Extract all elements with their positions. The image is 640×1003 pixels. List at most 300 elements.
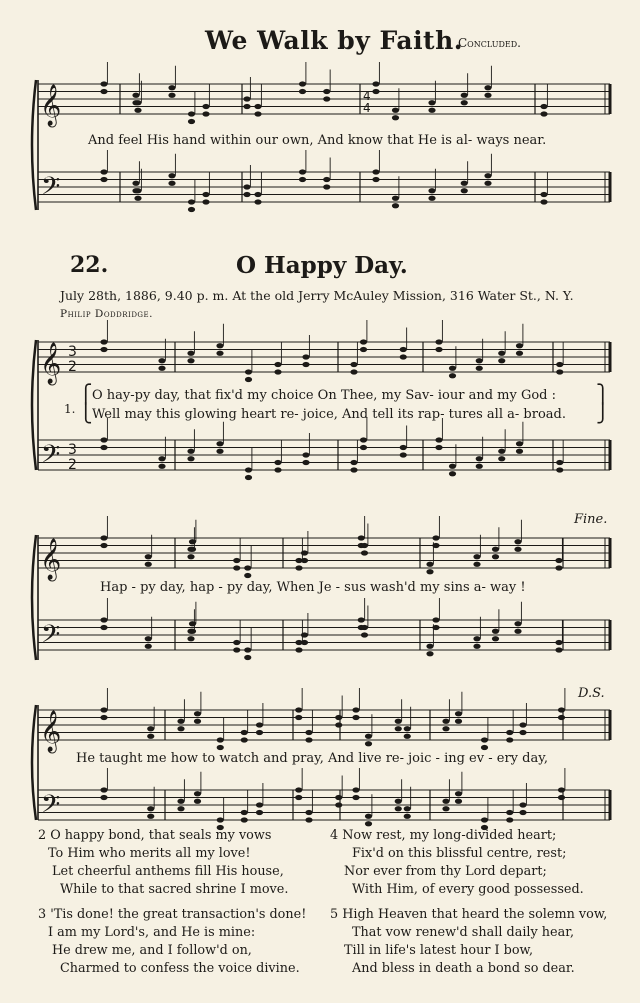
ds-marking: D.S.: [578, 686, 605, 701]
staff-3-treble-note: [361, 543, 368, 548]
staff-2-treble-note: [100, 347, 107, 352]
staff-4-treble-note: [177, 719, 184, 724]
staff-1-bass-note: [100, 177, 107, 182]
staff-1-treble-note: [188, 119, 195, 124]
staff-4-bass-note: [177, 806, 184, 811]
staff-3-treble-note: [432, 535, 439, 540]
staff-1-bass-note: [323, 177, 330, 182]
staff-2-treble-note: [360, 339, 367, 344]
staff-4-bass-note: [217, 817, 224, 822]
staff-3-bass-note: [233, 640, 240, 645]
staff-1-treble-note: [168, 93, 175, 98]
staff-3-treble-note: [492, 554, 499, 559]
staff-1-bass-note: [372, 169, 379, 174]
staff-2-bass-note: [435, 445, 442, 450]
staff-1-bass-note: [188, 207, 195, 212]
staff-3-bass-note: [100, 617, 107, 622]
staff-4-bass-note: [365, 821, 372, 826]
staff-3-bass-note: [145, 636, 152, 641]
staff-4-treble-note: [395, 726, 402, 731]
verse-line: Charmed to confess the voice divine.: [60, 961, 300, 976]
staff-4-bass-note: [404, 814, 411, 819]
staff-4-bass-note: [365, 814, 372, 819]
staff-1-treble-note: [461, 100, 468, 105]
staff-1-bass-note: [132, 181, 139, 186]
staff-3-treble-note: [473, 562, 480, 567]
staff-3-bass-note: [514, 621, 521, 626]
staff-4-treble-note: [404, 726, 411, 731]
staff-3-bass-note: [432, 617, 439, 622]
staff-4-bass-note: [519, 802, 526, 807]
staff-1-treble-note: [323, 96, 330, 101]
lyrics-system-2-line-1: O hay-py day, that fix'd my choice On Thee, my Sav- iour and my God :: [92, 388, 557, 403]
staff-4-bass-note: [506, 817, 513, 822]
staff-1-treble-note: [392, 115, 399, 120]
staff-1-bass-note: [392, 196, 399, 201]
staff-2-treble-time-signature: 2: [68, 359, 77, 375]
staff-1-treble-note: [100, 89, 107, 94]
staff-1-bass-note: [100, 169, 107, 174]
staff-4-treble-note: [519, 730, 526, 735]
staff-1-treble-note: [299, 89, 306, 94]
staff-2-bass-note: [400, 452, 407, 457]
staff-1-bass-note: [168, 181, 175, 186]
staff-4-treble-note: [442, 719, 449, 724]
system-brace: [32, 705, 36, 820]
verse-line: While to that sacred shrine I move.: [60, 882, 289, 897]
system-brace: [32, 340, 36, 470]
staff-3-treble-note: [432, 543, 439, 548]
verse-5: [330, 906, 607, 978]
lyrics-system-4: He taught me how to watch and pray, And live re- joic - ing ev - ery day,: [76, 751, 548, 766]
staff-1-treble-note: [243, 96, 250, 101]
staff-1-treble-note: [484, 85, 491, 90]
staff-3-bass-note: [555, 640, 562, 645]
staff-2-bass-note: [435, 437, 442, 442]
staff-4-bass-note: [481, 817, 488, 822]
staff-2-treble-note: [158, 366, 165, 371]
verse-line: 4 Now rest, my long-divided heart;: [330, 828, 557, 843]
staff-3-bass-note: [145, 644, 152, 649]
staff-1-bass-note: [392, 203, 399, 208]
staff-3-treble-note: [555, 565, 562, 570]
staff-2-bass-note: [556, 467, 563, 472]
staff-1-bass-note: [540, 192, 547, 197]
staff-3-bass-note: [514, 629, 521, 634]
staff-2-treble-note: [516, 343, 523, 348]
staff-4-treble-note: [352, 707, 359, 712]
staff-3-treble-note: [145, 562, 152, 567]
staff-3-bass-note: [432, 625, 439, 630]
staff-4-bass-note: [305, 810, 312, 815]
staff-4-bass-note: [100, 787, 107, 792]
staff-2-treble-note: [302, 354, 309, 359]
staff-2-treble-note: [302, 362, 309, 367]
staff-3-treble-note: [244, 565, 251, 570]
staff-2-treble-note: [350, 369, 357, 374]
staff-3-bass-note: [361, 625, 368, 630]
staff-2-treble-note: [360, 347, 367, 352]
staff-4-treble-note: [365, 734, 372, 739]
staff-4-bass-note: [395, 806, 402, 811]
staff-3-treble-note: [358, 535, 365, 540]
staff-2-bass-note: [360, 445, 367, 450]
staff-2-bass-note: [476, 456, 483, 461]
fine-marking: Fine.: [574, 512, 608, 527]
staff-3-treble-note: [187, 554, 194, 559]
staff-4-treble-note: [558, 715, 565, 720]
staff-4-treble-note: [241, 730, 248, 735]
staff-2-bass-note: [516, 441, 523, 446]
staff-2-bass-note: [498, 456, 505, 461]
bass-clef-icon: 𝄢: [41, 620, 61, 655]
staff-1-bass-note: [168, 173, 175, 178]
system-brace: [32, 80, 36, 210]
staff-2-treble-note: [476, 358, 483, 363]
staff-2-treble-note: [274, 369, 281, 374]
staff-1-treble-note: [323, 89, 330, 94]
staff-3-treble-note: [426, 569, 433, 574]
staff-2-bass-note: [556, 460, 563, 465]
staff-4-bass-note: [256, 802, 263, 807]
staff-2-treble-note: [216, 351, 223, 356]
staff-3-treble-note: [100, 543, 107, 548]
staff-2-treble-note: [476, 366, 483, 371]
date-location-line: July 28th, 1886, 9.40 p. m. At the old Jerry McAuley Mission, 316 Water St., N. Y.: [60, 288, 574, 303]
staff-1-bass-note: [299, 177, 306, 182]
staff-2-bass-time-signature: 2: [68, 457, 77, 473]
staff-1-treble-note: [392, 108, 399, 113]
staff-1-time-signature: 4: [363, 101, 371, 115]
staff-4-treble-note: [100, 715, 107, 720]
staff-2-treble-time-signature: 3: [68, 344, 77, 360]
staff-3-treble-note: [189, 539, 196, 544]
staff-2-bass-note: [400, 445, 407, 450]
staff-1-treble-note: [243, 104, 250, 109]
staff-4-bass-note: [305, 817, 312, 822]
staff-4-bass-note: [147, 814, 154, 819]
staff-1-bass-note: [323, 184, 330, 189]
staff-3-bass-note: [473, 644, 480, 649]
staff-3-bass-note: [187, 636, 194, 641]
verse-line: With Him, of every good possessed.: [352, 882, 584, 897]
staff-1-bass-note: [299, 169, 306, 174]
staff-4-treble-note: [352, 715, 359, 720]
staff-2-bass-note: [158, 464, 165, 469]
staff-3-bass-note: [187, 629, 194, 634]
verse-line: He drew me, and I follow'd on,: [52, 943, 252, 958]
staff-1-treble-note: [540, 111, 547, 116]
staff-2-treble-note: [400, 354, 407, 359]
bass-clef-icon: 𝄢: [41, 790, 61, 825]
staff-1-treble-note: [100, 81, 107, 86]
verse-line: I am my Lord's, and He is mine:: [48, 925, 256, 940]
staff-2-bass-note: [350, 467, 357, 472]
staff-1-treble-note: [540, 104, 547, 109]
staff-1-treble-note: [254, 104, 261, 109]
staff-2-treble-note: [216, 343, 223, 348]
verse-line: That vow renew'd shall daily hear,: [352, 925, 575, 940]
staff-1-bass-note: [243, 184, 250, 189]
staff-2-bass-note: [449, 471, 456, 476]
staff-3-bass-note: [100, 625, 107, 630]
staff-2-bass-note: [216, 441, 223, 446]
staff-1-treble-note: [428, 108, 435, 113]
staff-2-bass-note: [187, 449, 194, 454]
staff-4-bass-note: [519, 810, 526, 815]
staff-3-bass-note: [244, 647, 251, 652]
staff-4-bass-note: [177, 799, 184, 804]
staff-2-bass-note: [449, 464, 456, 469]
staff-3-treble-note: [145, 554, 152, 559]
staff-2-treble-note: [245, 369, 252, 374]
staff-4-treble-note: [295, 715, 302, 720]
staff-4-treble-note: [305, 730, 312, 735]
staff-4-treble-note: [100, 707, 107, 712]
staff-2-bass-note: [274, 460, 281, 465]
staff-4-treble-note: [241, 737, 248, 742]
staff-2-treble-note: [350, 362, 357, 367]
staff-1-bass-note: [134, 196, 141, 201]
staff-4-treble-note: [558, 707, 565, 712]
verse-line: Fix'd on this blissful centre, rest;: [352, 846, 567, 861]
staff-2-treble-note: [435, 339, 442, 344]
hymn-title-o-happy-day: O Happy Day.: [236, 252, 408, 279]
staff-2-bass-note: [350, 460, 357, 465]
lyrics-system-2-line-2: Well may this glowing heart re- joice, And tell its rap- tures all a- broad.: [92, 407, 566, 422]
staff-3-treble-note: [426, 562, 433, 567]
staff-3-bass-note: [189, 621, 196, 626]
staff-4-bass-note: [442, 806, 449, 811]
staff-4-treble-note: [506, 737, 513, 742]
staff-4-bass-note: [256, 810, 263, 815]
staff-4-treble-note: [506, 730, 513, 735]
staff-1-treble-note: [188, 111, 195, 116]
staff-3-bass-note: [492, 629, 499, 634]
staff-4-bass-note: [241, 817, 248, 822]
verse-line: To Him who merits all my love!: [48, 846, 251, 861]
staff-3-treble-note: [100, 535, 107, 540]
staff-2-treble-note: [100, 339, 107, 344]
staff-4-treble-note: [147, 734, 154, 739]
staff-2-bass-note: [302, 460, 309, 465]
staff-2-treble-note: [449, 373, 456, 378]
staff-2-bass-note: [216, 449, 223, 454]
staff-4-bass-note: [147, 806, 154, 811]
staff-4-bass-note: [442, 799, 449, 804]
staff-3-treble-note: [361, 550, 368, 555]
lyrics-system-1: And feel His hand within our own, And know that He is al- ways near.: [88, 133, 547, 148]
staff-2-treble-note: [400, 347, 407, 352]
verse-line: Nor ever from thy Lord depart;: [344, 864, 547, 879]
staff-1-treble-note: [372, 89, 379, 94]
staff-2-bass-note: [245, 475, 252, 480]
verse-line: 3 'Tis done! the great transaction's done!: [38, 907, 307, 922]
staff-3-bass-note: [473, 636, 480, 641]
staff-2-bass-note: [476, 464, 483, 469]
verse-line: 2 O happy bond, that seals my vows: [38, 828, 272, 843]
verse-line: Let cheerful anthems fill His house,: [52, 864, 284, 879]
staff-1-treble-note: [484, 93, 491, 98]
staff-3-bass-note: [358, 617, 365, 622]
staff-4-bass-note: [295, 787, 302, 792]
staff-4-bass-note: [241, 810, 248, 815]
staff-4-bass-note: [352, 787, 359, 792]
staff-4-bass-note: [335, 795, 342, 800]
staff-1-bass-note: [484, 173, 491, 178]
staff-4-treble-note: [519, 722, 526, 727]
hymn-title-we-walk-by-faith: We Walk by Faith.: [205, 26, 463, 55]
staff-4-bass-note: [455, 791, 462, 796]
staff-4-treble-note: [295, 707, 302, 712]
staff-4-bass-note: [194, 791, 201, 796]
treble-clef-icon: 𝄞: [40, 85, 62, 126]
staff-4-bass-note: [352, 795, 359, 800]
staff-1-bass-note: [484, 181, 491, 186]
brace-icon: ⎧ ⎩: [79, 384, 93, 424]
staff-1-treble-note: [428, 100, 435, 105]
staff-3-treble-note: [233, 558, 240, 563]
staff-4-bass-note: [335, 802, 342, 807]
staff-2-treble-note: [274, 362, 281, 367]
staff-3-treble-note: [555, 558, 562, 563]
staff-2-bass-note: [100, 437, 107, 442]
staff-4-treble-note: [256, 722, 263, 727]
staff-4-bass-note: [194, 799, 201, 804]
staff-1-bass-note: [132, 188, 139, 193]
staff-1-bass-note: [243, 192, 250, 197]
staff-1-treble-note: [132, 93, 139, 98]
staff-4-treble-note: [147, 726, 154, 731]
staff-3-bass-note: [295, 647, 302, 652]
staff-4-treble-note: [256, 730, 263, 735]
system-brace: [32, 535, 36, 660]
staff-2-bass-note: [516, 449, 523, 454]
staff-4-treble-note: [305, 737, 312, 742]
staff-4-bass-note: [395, 799, 402, 804]
staff-3-bass-note: [244, 655, 251, 660]
bass-clef-icon: 𝄢: [41, 172, 61, 207]
hymn-number: 22.: [70, 252, 109, 278]
staff-1-time-signature: 4: [363, 89, 371, 103]
concluded-label: Concluded.: [458, 36, 521, 50]
staff-3-bass-note: [295, 640, 302, 645]
staff-4-treble-note: [217, 737, 224, 742]
staff-1-treble-note: [202, 104, 209, 109]
staff-2-treble-note: [187, 358, 194, 363]
staff-3-bass-note: [426, 651, 433, 656]
staff-4-treble-note: [194, 711, 201, 716]
staff-3-treble-note: [492, 547, 499, 552]
staff-2-treble-note: [498, 351, 505, 356]
treble-clef-icon: 𝄞: [40, 539, 62, 580]
treble-clef-icon: 𝄞: [40, 343, 62, 384]
staff-4-bass-note: [455, 799, 462, 804]
staff-1-bass-note: [372, 177, 379, 182]
staff-2-treble-note: [158, 358, 165, 363]
staff-3-bass-note: [555, 647, 562, 652]
staff-4-treble-note: [455, 719, 462, 724]
verse-2: [38, 827, 288, 899]
staff-1-treble-note: [372, 81, 379, 86]
staff-2-treble-note: [556, 369, 563, 374]
staff-2-bass-time-signature: 3: [68, 442, 77, 458]
staff-1-treble-note: [168, 85, 175, 90]
staff-1-treble-note: [134, 108, 141, 113]
staff-2-treble-note: [435, 347, 442, 352]
staff-2-treble-note: [449, 366, 456, 371]
staff-1-treble-note: [461, 93, 468, 98]
staff-4-treble-note: [177, 726, 184, 731]
staff-3-treble-note: [473, 554, 480, 559]
verse-number: 1.: [64, 402, 76, 416]
staff-2-bass-note: [360, 437, 367, 442]
staff-2-bass-note: [302, 452, 309, 457]
verse-line: And bless in death a bond so dear.: [352, 961, 575, 976]
bass-clef-icon: 𝄢: [41, 440, 61, 475]
staff-2-bass-note: [245, 467, 252, 472]
verse-line: Till in life's latest hour I bow,: [344, 943, 534, 958]
staff-1-treble-note: [254, 111, 261, 116]
staff-1-bass-note: [202, 199, 209, 204]
staff-4-bass-note: [558, 787, 565, 792]
staff-4-bass-note: [558, 795, 565, 800]
staff-4-treble-note: [481, 737, 488, 742]
staff-4-treble-note: [395, 719, 402, 724]
staff-4-treble-note: [335, 715, 342, 720]
staff-1-bass-note: [428, 196, 435, 201]
staff-4-treble-note: [455, 711, 462, 716]
staff-1-bass-note: [461, 181, 468, 186]
staff-2-treble-note: [245, 377, 252, 382]
treble-clef-icon: 𝄞: [40, 711, 62, 752]
staff-4-treble-note: [442, 726, 449, 731]
staff-2-bass-note: [158, 456, 165, 461]
staff-4-treble-note: [194, 719, 201, 724]
staff-3-treble-note: [187, 547, 194, 552]
staff-4-bass-note: [100, 795, 107, 800]
staff-1-bass-note: [202, 192, 209, 197]
staff-1-bass-note: [428, 188, 435, 193]
verse-line: 5 High Heaven that heard the solemn vow,: [330, 907, 608, 922]
author-credit: Philip Doddridge.: [60, 308, 153, 320]
staff-1-treble-note: [132, 100, 139, 105]
staff-2-treble-note: [187, 351, 194, 356]
staff-4-treble-note: [481, 745, 488, 750]
verse-3: [38, 906, 306, 978]
staff-2-treble-note: [516, 351, 523, 356]
staff-2-bass-note: [187, 456, 194, 461]
staff-1-bass-note: [461, 188, 468, 193]
staff-4-treble-note: [217, 745, 224, 750]
staff-1-bass-note: [188, 199, 195, 204]
staff-4-bass-note: [404, 806, 411, 811]
staff-4-treble-note: [335, 722, 342, 727]
staff-3-bass-note: [492, 636, 499, 641]
staff-3-treble-note: [514, 539, 521, 544]
staff-1-treble-note: [202, 111, 209, 116]
staff-1-bass-note: [254, 199, 261, 204]
staff-2-bass-note: [100, 445, 107, 450]
verse-4: [330, 827, 584, 899]
staff-2-bass-note: [274, 467, 281, 472]
staff-3-bass-note: [361, 632, 368, 637]
staff-4-treble-note: [404, 734, 411, 739]
staff-2-treble-note: [498, 358, 505, 363]
staff-3-bass-note: [233, 647, 240, 652]
staff-3-treble-note: [514, 547, 521, 552]
brace-icon: ⎫ ⎭: [596, 384, 610, 424]
